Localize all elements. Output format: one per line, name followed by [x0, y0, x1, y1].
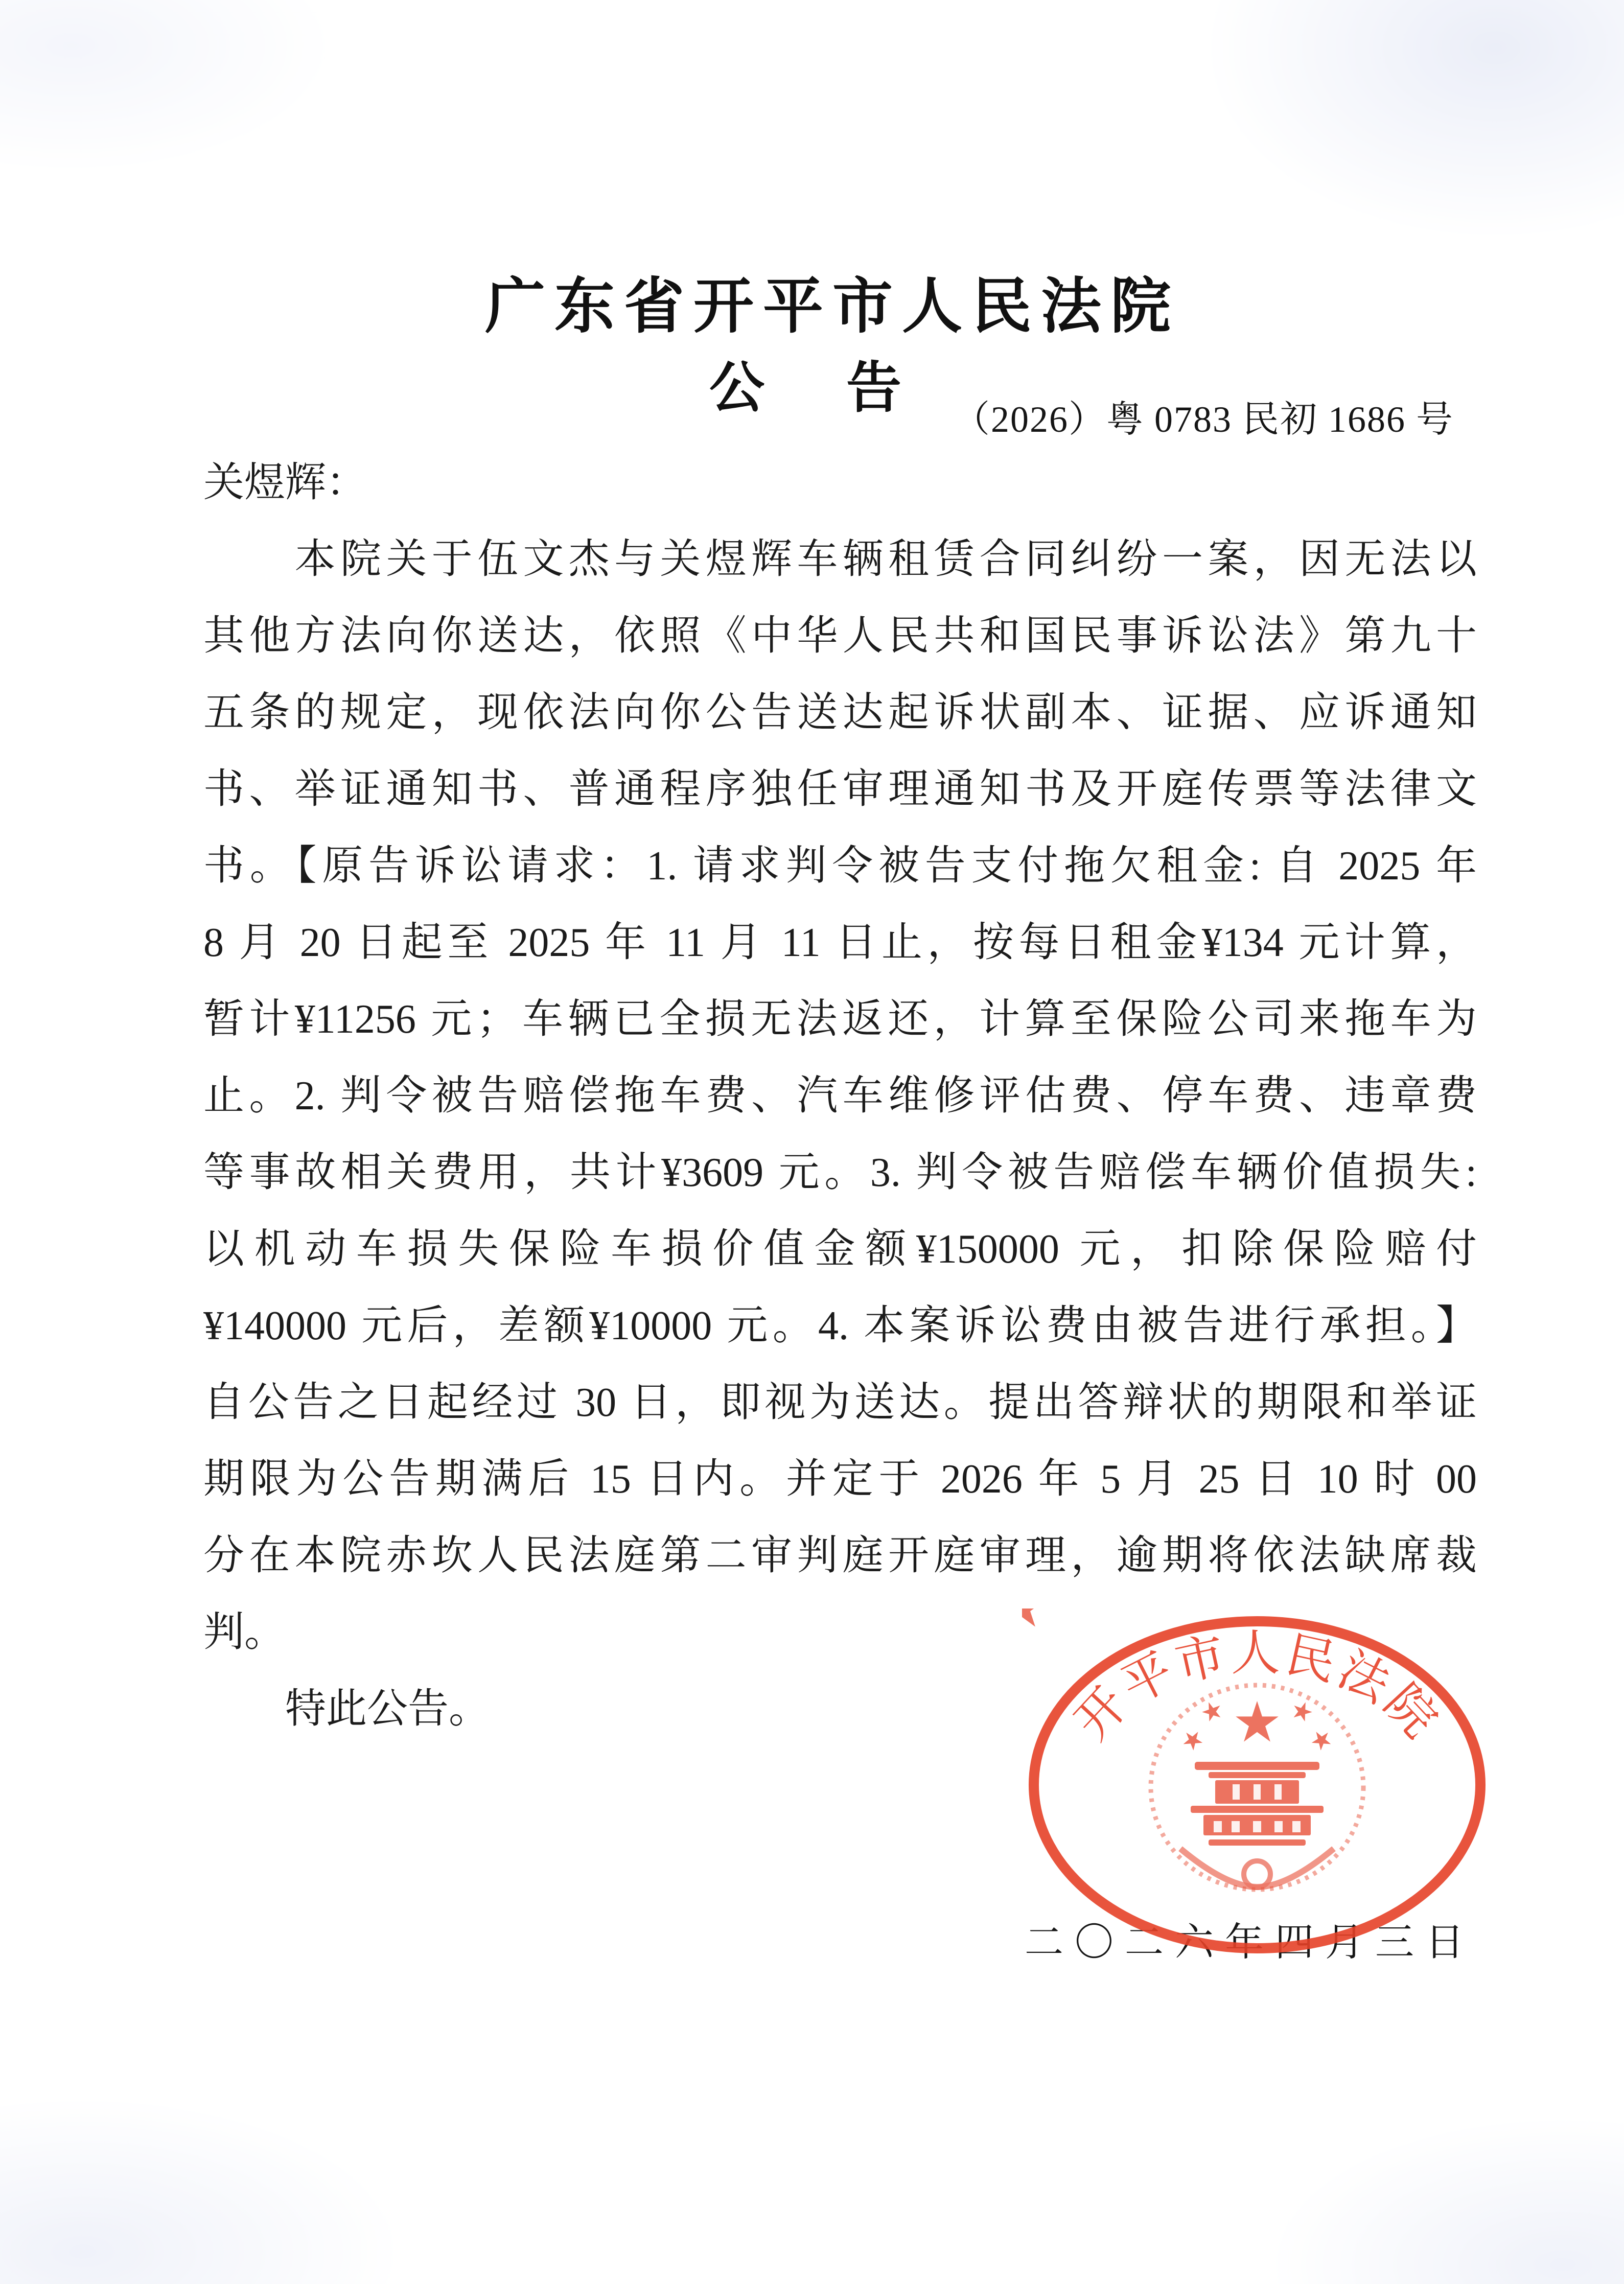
seal-arc-text: 开平市人民法院: [1064, 1626, 1450, 1750]
body-line: 关煜辉：: [203, 460, 367, 505]
body-line: 五条的规定，现依法向你公告送达起诉状副本、证据、应诉通知: [203, 690, 1477, 735]
body-line: 书、举证通知书、普通程序独任审理通知书及开庭传票等法律文: [203, 767, 1477, 812]
announcement-body: [203, 445, 1477, 1747]
court-name: 广东省开平市人民法院: [484, 273, 1180, 341]
body-line: 暂计¥11256 元；车辆已全损无法返还，计算至保险公司来拖车为: [203, 997, 1477, 1042]
body-line: 等事故相关费用，共计¥3609 元。3. 判令被告赔偿车辆价值损失:: [203, 1150, 1477, 1195]
case-number: （2026）粤 0783 民初 1686 号: [953, 399, 1454, 440]
gate-shape: [1191, 1762, 1324, 1846]
scan-artifact: [0, 0, 358, 184]
body-line: 其他方法向你送达，依照《中华人民共和国民事诉讼法》第九十: [203, 614, 1477, 659]
body-line: 期限为公告期满后 15 日内。并定于 2026 年 5 月 25 日 10 时 00: [203, 1457, 1477, 1502]
scan-artifact: [0, 2069, 460, 2284]
body-line: 本院关于伍文杰与关煜辉车辆租赁合同纠纷一案，因无法以: [203, 537, 1477, 582]
doc-title: 公 告: [709, 358, 915, 419]
body-line: 判。: [203, 1610, 285, 1655]
body-line: 特此公告。: [203, 1687, 490, 1732]
issue-date: 二〇二六年四月三日: [1025, 1921, 1475, 1964]
body-line: 分在本院赤坎人民法庭第二审判庭开庭审理，逾期将依法缺席裁: [203, 1533, 1477, 1578]
body-line: 书。【原告诉讼请求：1. 请求判令被告支付拖欠租金: 自 2025 年: [203, 844, 1477, 889]
body-line: 以机动车损失保险车损价值金额¥150000 元，扣除保险赔付: [203, 1227, 1477, 1272]
scan-artifact: [1215, 2090, 1624, 2284]
body-line: 自公告之日起经过 30 日，即视为送达。提出答辩状的期限和举证: [203, 1380, 1477, 1425]
body-line: ¥140000 元后，差额¥10000 元。4. 本案诉讼费由被告进行承担。】: [203, 1303, 1477, 1348]
body-line: 止。2. 判令被告赔偿拖车费、汽车维修评估费、停车费、违章费: [203, 1074, 1477, 1118]
scan-artifact: [1164, 0, 1624, 266]
body-line: 8 月 20 日起至 2025 年 11 月 11 日止，按每日租金¥134 元计算，: [203, 920, 1477, 965]
